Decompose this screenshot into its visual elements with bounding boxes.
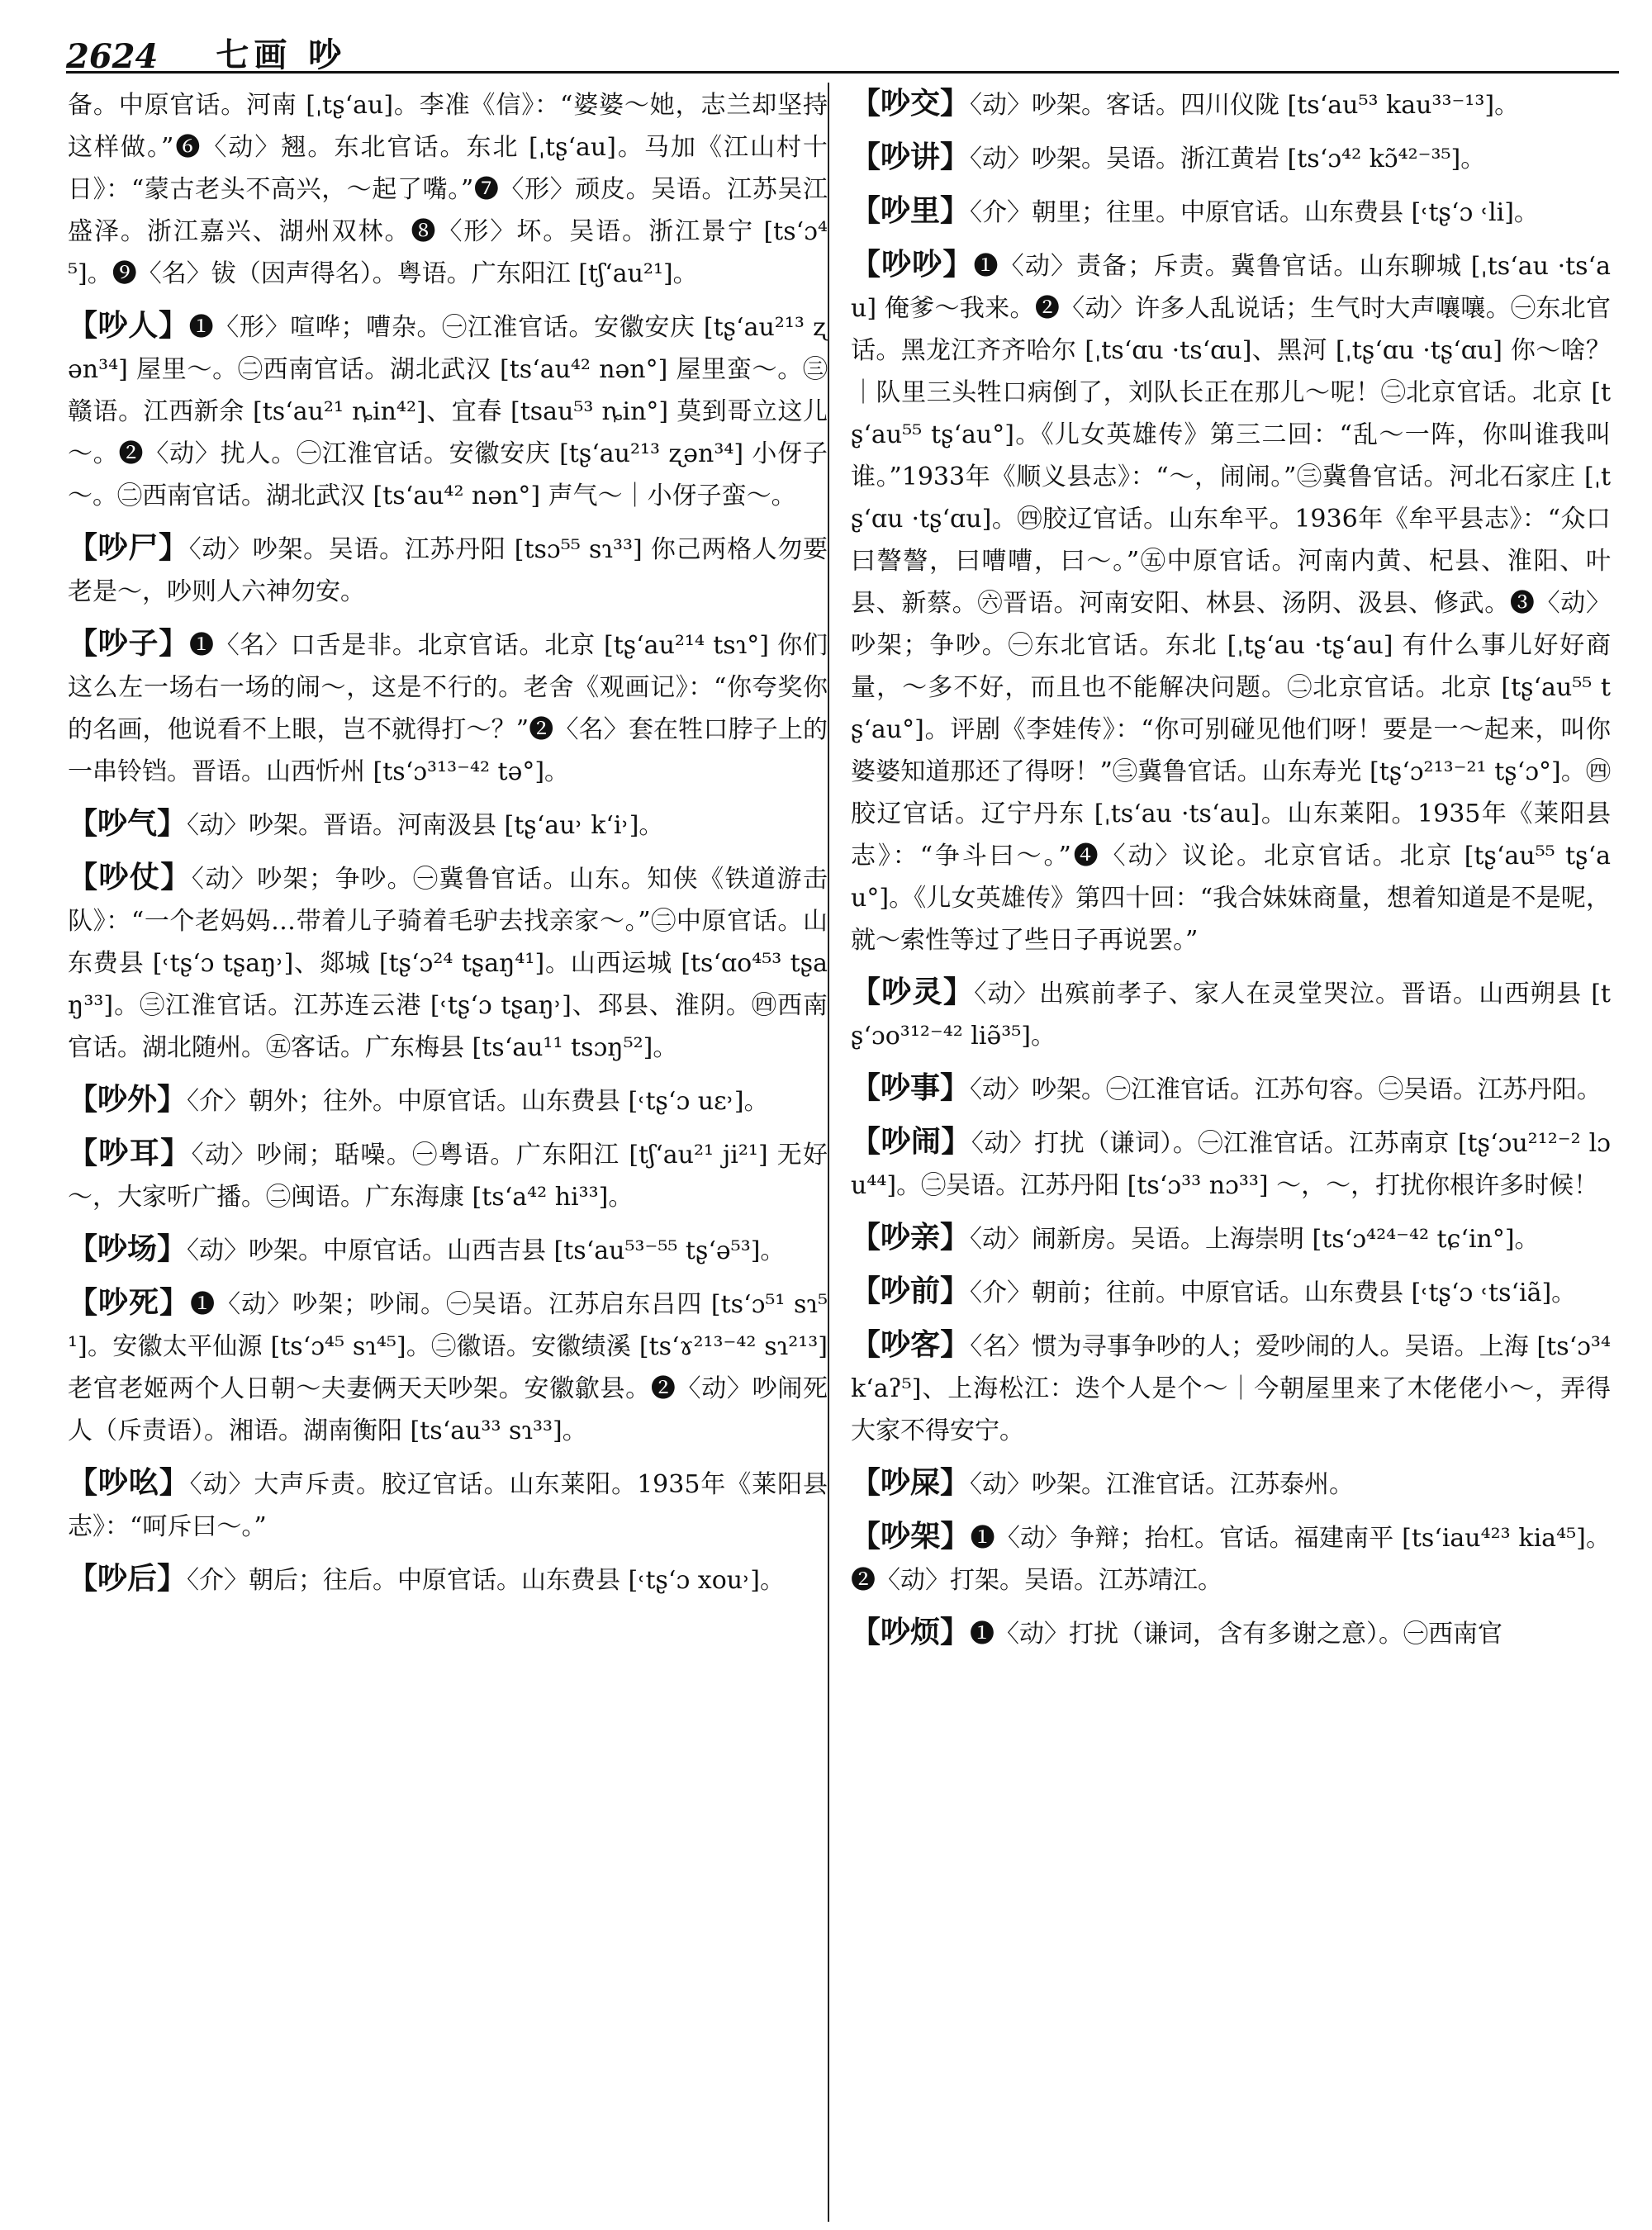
entry-text: 〈名〉惯为寻事争吵的人；爱吵闹的人。吴语。上海 [ts‘ɔ³⁴ k‘aʔ⁵]、上海松江：迭个人是个～｜今朝屋里来了木佬佬小～，弄得大家不得安宁。 — [851, 1332, 1611, 1445]
entry-text: ❶〈动〉争辩；抬杠。官话。福建南平 [ts‘iau⁴²³ kia⁴⁵]。❷〈动〉打架。吴语。江苏靖江。 — [851, 1524, 1611, 1595]
entry-text: ❶〈动〉责备；斥责。冀鲁官话。山东聊城 [ˌts‘au ·ts‘au] 俺爹～我来。❷〈动〉许多人乱说话；生气时大声嚷嚷。㊀东北官话。黑龙江齐齐哈尔 [ˌts‘ɑu ·ts‘ɑu]、黑河 [ˌtʂ‘ɑu ·tʂ‘ɑu] 你～啥？｜队里三头牲口病倒了，刘队长正在那儿～呢！㊁北京官话。北京 [tʂ‘au⁵⁵ tʂ‘au°]。《儿女英雄传》第三二回：“乱～一阵，你叫谁我叫谁。”1933年《顺义县志》：“～，闹闹。”㊂冀鲁官话。河北石家庄 [ˌtʂ‘ɑu ·tʂ‘ɑu]。㊃胶辽官话。山东牟平。1936年《牟平县志》：“众口曰謷謷，曰嘈嘈，曰～。”㊄中原官话。河南内黄、杞县、淮阳、叶县、新蔡。㊅晋语。河南安阳、林县、汤阴、汲县、修武。❸〈动〉吵架；争吵。㊀东北官话。东北 [ˌtʂ‘au ·tʂ‘au] 有什么事儿好好商量，～多不好，而且也不能解决问题。㊁北京官话。北京 [tʂ‘au⁵⁵ tʂ‘au°]。评剧《李娃传》：“你可别碰见他们呀！要是一～起来，叫你婆婆知道那还了得呀！”㊂冀鲁官话。山东寿光 [tʂ‘ɔ²¹³⁻²¹ tʂ‘ɔ°]。㊃胶辽官话。辽宁丹东 [ˌts‘au ·ts‘au]。山东莱阳。1935年《莱阳县志》：“争斗曰～。”❹〈动〉议论。北京官话。北京 [tʂ‘au⁵⁵ tʂ‘au°]。《儿女英雄传》第四十回：“我合妹妹商量，想着知道是不是呢，就～索性等过了些日子再说罢。” — [851, 252, 1611, 955]
left-column — [68, 83, 828, 2226]
entry-headword: 【吵尸】 — [68, 531, 189, 565]
entry-headword: 【吵屎】 — [851, 1466, 971, 1500]
entry-headword: 【吵吵】 — [851, 248, 974, 282]
entry-headword: 【吵客】 — [851, 1328, 971, 1362]
dictionary-entry — [68, 1228, 828, 1272]
dictionary-entry — [68, 856, 828, 1069]
dictionary-entry — [851, 1217, 1611, 1260]
dictionary-entry — [851, 1611, 1611, 1655]
dictionary-entry — [851, 1067, 1611, 1111]
entry-headword: 【吵人】 — [68, 309, 189, 343]
entry-text: 〈动〉吵架。㊀江淮官话。江苏句容。㊁吴语。江苏丹阳。 — [970, 1075, 1602, 1104]
entry-text: ❶〈动〉打扰（谦词，含有多谢之意）。㊀西南官 — [970, 1620, 1503, 1649]
entry-text: 备。中原官话。河南 [ˌtʂ‘au]。李准《信》：“婆婆～她，志兰却坚持这样做。”❻〈动〉翘。东北官话。东北 [ˌtʂ‘au]。马加《江山村十日》：“蒙古老头不高兴，～起了嘴。”❼〈形〉顽皮。吴语。江苏吴江盛泽。浙江嘉兴、湖州双林。❽〈形〉坏。吴语。浙江景宁 [ts‘ɔ⁴⁵]。❾〈名〉钹（因声得名）。粤语。广东阳江 [tʃ‘au²¹]。 — [68, 91, 828, 288]
entry-text: 〈动〉吵架；争吵。㊀冀鲁官话。山东。知侠《铁道游击队》：“一个老妈妈…带着儿子骑着毛驴去找亲家～。”㊁中原官话。山东费县 [˓tʂ‘ɔ tʂaŋ˒]、郯城 [tʂ‘ɔ²⁴ tʂaŋ⁴¹]。山西运城 [ts‘ɑo⁴⁵³ tʂaŋ³³]。㊂江淮官话。江苏连云港 [˓tʂ‘ɔ tʂaŋ˒]、邳县、淮阴。㊃西南官话。湖北随州。㊄客话。广东梅县 [ts‘au¹¹ tsɔŋ⁵²]。 — [68, 865, 828, 1062]
entry-text: 〈动〉闹新房。吴语。上海崇明 [ts‘ɔ⁴²⁴⁻⁴² tɕ‘in°]。 — [970, 1225, 1540, 1254]
header-rule — [66, 71, 1619, 74]
dictionary-entry — [68, 83, 828, 295]
entry-headword: 【吵后】 — [68, 1562, 188, 1596]
entry-text: 〈动〉大声斥责。胶辽官话。山东莱阳。1935年《莱阳县志》：“呵斥曰～。” — [68, 1470, 828, 1541]
entry-text: 〈动〉吵架。吴语。浙江黄岩 [ts‘ɔ⁴² kɔ̃⁴²⁻³⁵]。 — [970, 145, 1486, 173]
page-number: 2624 — [66, 37, 159, 76]
dictionary-entry — [851, 1462, 1611, 1506]
entry-headword: 【吵吆】 — [68, 1466, 190, 1500]
dictionary-entry — [68, 305, 828, 517]
entry-headword: 【吵闹】 — [851, 1125, 971, 1159]
entry-headword: 【吵气】 — [68, 807, 188, 841]
entry-text: 〈动〉吵架。客话。四川仪陇 [ts‘au⁵³ kau³³⁻¹³]。 — [970, 91, 1520, 120]
dictionary-entry — [851, 1516, 1611, 1601]
entry-headword: 【吵前】 — [851, 1274, 971, 1308]
dictionary-entry — [851, 971, 1611, 1057]
entry-text: 〈介〉朝后；往后。中原官话。山东费县 [˓tʂ‘ɔ xou˒]。 — [187, 1566, 786, 1595]
section-label: 七画 吵 — [216, 36, 347, 74]
entry-headword: 【吵仗】 — [68, 861, 192, 894]
entry-headword: 【吵亲】 — [851, 1221, 971, 1255]
dictionary-entry — [851, 1324, 1611, 1452]
entry-text: 〈介〉朝前；往前。中原官话。山东费县 [˓tʂ‘ɔ ˓ts‘iã]。 — [970, 1279, 1577, 1307]
dictionary-entry — [68, 527, 828, 613]
entry-headword: 【吵讲】 — [851, 140, 971, 174]
entry-text: 〈动〉吵架。中原官话。山西吉县 [ts‘au⁵³⁻⁵⁵ tʂ‘ə⁵³]。 — [187, 1236, 786, 1265]
column-divider — [828, 83, 829, 2222]
dictionary-entry — [68, 803, 828, 847]
entry-text: 〈动〉出殡前孝子、家人在灵堂哭泣。晋语。山西朔县 [tʂ‘ɔo³¹²⁻⁴² liə̃³⁵]。 — [851, 980, 1611, 1051]
dictionary-entry — [68, 1282, 828, 1452]
dictionary-entry — [851, 83, 1611, 126]
dictionary-entry — [68, 1132, 828, 1218]
dictionary-entry — [851, 244, 1611, 961]
entry-headword: 【吵场】 — [68, 1232, 188, 1266]
entry-headword: 【吵外】 — [68, 1083, 188, 1117]
dictionary-entry — [851, 190, 1611, 234]
entry-text: 〈动〉吵架。吴语。江苏丹阳 [tsɔ⁵⁵ sɿ³³] 你己两格人勿要老是～，吵则人六神勿安。 — [68, 535, 828, 606]
entry-text: ❶〈名〉口舌是非。北京官话。北京 [tʂ‘au²¹⁴ tsɿ°] 你们这么左一场右一场的闹～，这是不行的。老舍《观画记》：“你夸奖你的名画，他说看不上眼，岂不就得打～？”❷〈名〉套在牲口脖子上的一串铃铛。晋语。山西忻州 [ts‘ɔ³¹³⁻⁴² tə°]。 — [68, 631, 828, 786]
entry-headword: 【吵里】 — [851, 194, 971, 228]
entry-headword: 【吵耳】 — [68, 1136, 192, 1170]
entry-headword: 【吵事】 — [851, 1071, 971, 1105]
entry-text: ❶〈动〉吵架；吵闹。㊀吴语。江苏启东吕四 [ts‘ɔ⁵¹ sɿ⁵¹]。安徽太平仙源 [ts‘ɔ⁴⁵ sɿ⁴⁵]。㊁徽语。安徽绩溪 [ts‘ɤ²¹³⁻⁴² sɿ²¹³] 老官老姬两个人日朝～夫妻俩天天吵架。安徽歙县。❷〈动〉吵闹死人（斥责语）。湘语。湖南衡阳 [ts‘au³³ sɿ³³]。 — [68, 1290, 828, 1445]
entry-text: 〈动〉吵闹；聒噪。㊀粤语。广东阳江 [tʃ‘au²¹ ji²¹] 无好～，大家听广播。㊁闽语。广东海康 [ts‘a⁴² hi³³]。 — [68, 1141, 828, 1212]
entry-text: 〈动〉吵架。晋语。河南汲县 [tʂ‘au˒ k‘i˒]。 — [187, 811, 664, 840]
page-header — [66, 18, 1619, 76]
entry-text: 〈动〉打扰（谦词）。㊀江淮官话。江苏南京 [tʂ‘ɔu²¹²⁻² lɔu⁴⁴]。㊁吴语。江苏丹阳 [ts‘ɔ³³ nɔ³³] ～，～，打扰你根许多时候！ — [851, 1129, 1611, 1200]
dictionary-entry — [851, 1121, 1611, 1207]
entry-headword: 【吵交】 — [851, 87, 971, 121]
dictionary-entry — [68, 1462, 828, 1548]
dictionary-entry — [851, 1270, 1611, 1314]
entry-text: 〈介〉朝里；往里。中原官话。山东费县 [˓tʂ‘ɔ ˓li]。 — [970, 198, 1539, 227]
entry-headword: 【吵灵】 — [851, 975, 975, 1009]
entry-text: 〈介〉朝外；往外。中原官话。山东费县 [˓tʂ‘ɔ uɛ˒]。 — [187, 1087, 769, 1116]
entry-headword: 【吵死】 — [68, 1286, 191, 1320]
entry-headword: 【吵烦】 — [851, 1616, 971, 1649]
entry-headword: 【吵子】 — [68, 627, 189, 661]
entry-text: ❶〈形〉喧哗；嘈杂。㊀江淮官话。安徽安庆 [tʂ‘au²¹³ ʐən³⁴] 屋里～。㊁西南官话。湖北武汉 [ts‘au⁴² nən°] 屋里蛮～。㊂赣语。江西新余 [ts‘au²¹ ȵin⁴²]、宜春 [tsau⁵³ ȵin°] 莫到哥立这儿～。❷〈动〉扰人。㊀江淮官话。安徽安庆 [tʂ‘au²¹³ ʐən³⁴] 小伢子～。㊁西南官话。湖北武汉 [ts‘au⁴² nən°] 声气～｜小伢子蛮～。 — [68, 313, 828, 510]
entry-headword: 【吵架】 — [851, 1520, 971, 1554]
dictionary-entry — [68, 623, 828, 793]
dictionary-entry — [851, 136, 1611, 180]
dictionary-entry — [68, 1558, 828, 1601]
entry-text: 〈动〉吵架。江淮官话。江苏泰州。 — [970, 1470, 1355, 1499]
dictionary-entry — [68, 1079, 828, 1122]
right-column — [851, 83, 1611, 2226]
